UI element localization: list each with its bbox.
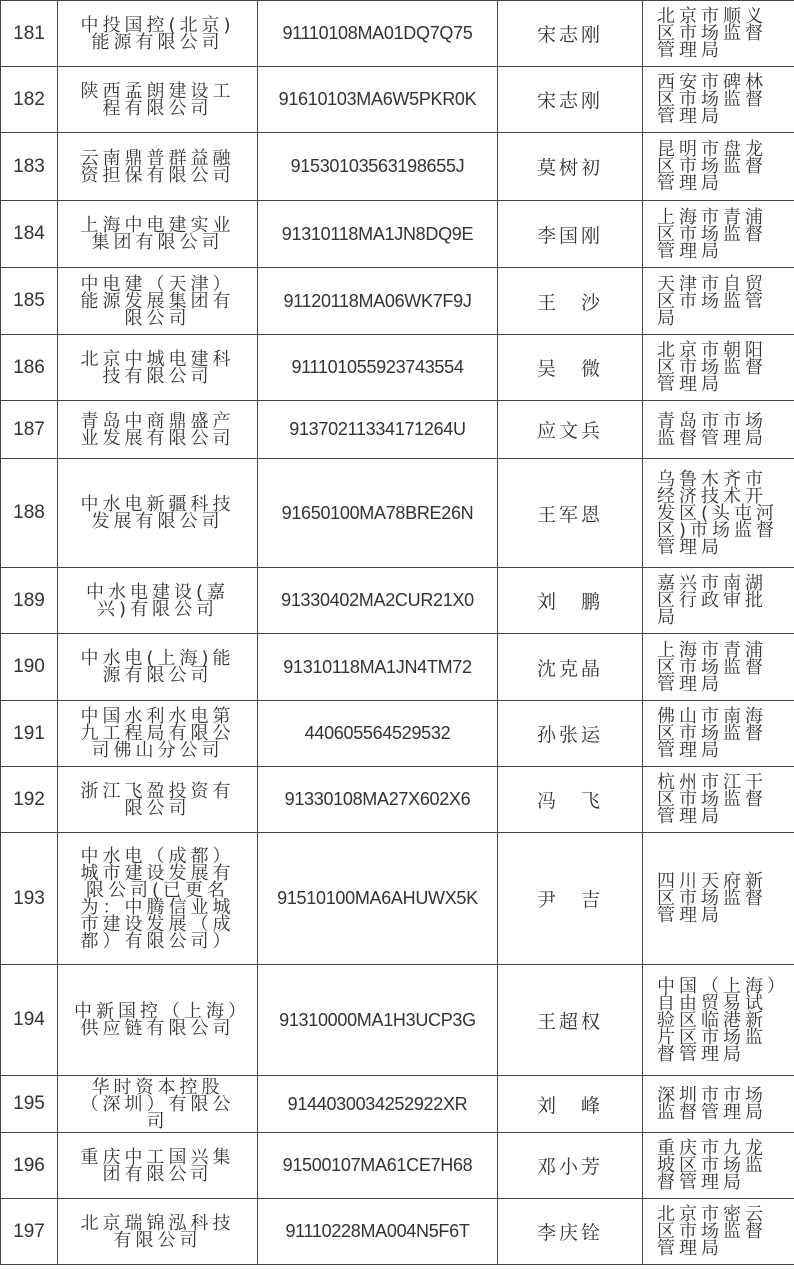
row-number: 182 xyxy=(13,88,45,110)
company-name: 中电建（天津）能源发展集团有限公司 xyxy=(80,273,235,329)
row-number: 183 xyxy=(13,155,45,177)
company-name: 中水电(上海)能源有限公司 xyxy=(80,648,235,686)
credit-code: 91650100MA78BRE26N xyxy=(281,502,474,523)
company-name: 浙江飞盈投资有限公司 xyxy=(80,780,235,819)
table-row xyxy=(1,401,794,459)
company-name-cell xyxy=(58,965,258,1076)
table-row xyxy=(1,67,794,133)
row-number-cell xyxy=(1,133,58,201)
registration-authority: 北京市朝阳区市场监督管理局 xyxy=(657,340,767,395)
row-number-cell xyxy=(1,335,58,401)
credit-code: 91330402MA2CUR21X0 xyxy=(281,590,474,610)
legal-representative-cell xyxy=(498,965,643,1076)
registration-authority: 天津市自贸区市场监管局 xyxy=(657,273,767,329)
legal-representative: 宋志刚 xyxy=(536,90,603,112)
company-name: 重庆中工国兴集团有限公司 xyxy=(80,1146,235,1185)
registration-authority-cell xyxy=(643,1199,794,1265)
credit-code-cell xyxy=(258,833,498,965)
credit-code-cell xyxy=(258,965,498,1076)
registration-authority-cell xyxy=(643,201,794,268)
legal-representative: 刘 鹏 xyxy=(536,591,603,613)
company-name-cell xyxy=(58,401,258,459)
legal-representative-cell xyxy=(498,634,643,701)
registration-authority: 中国（上海）自由贸易试验区临港新片区市场监督管理局 xyxy=(657,975,780,1065)
registration-authority-cell xyxy=(643,701,794,767)
credit-code: 91120118MA06WK7F9J xyxy=(283,290,472,311)
legal-representative-cell xyxy=(498,833,643,965)
row-number: 187 xyxy=(13,418,45,440)
row-number-cell xyxy=(1,1076,58,1133)
registration-authority: 四川天府新区市场监督管理局 xyxy=(657,871,767,926)
credit-code: 91110108MA01DQ7Q75 xyxy=(282,23,473,43)
legal-representative: 王军恩 xyxy=(536,503,603,526)
row-number-cell xyxy=(1,268,58,335)
row-number-cell xyxy=(1,201,58,268)
table-row xyxy=(1,767,794,833)
table-row xyxy=(1,459,794,568)
legal-representative-cell xyxy=(498,67,643,133)
registration-authority-cell xyxy=(643,965,794,1076)
credit-code: 91610103MA6W5PKR0K xyxy=(278,89,477,109)
registration-authority-cell xyxy=(643,568,794,634)
credit-code-cell xyxy=(258,335,498,401)
row-number: 197 xyxy=(13,1220,45,1242)
credit-code-cell xyxy=(258,268,498,335)
table-row xyxy=(1,268,794,335)
legal-representative-cell xyxy=(498,1133,643,1199)
row-number: 185 xyxy=(13,290,45,311)
registration-authority-cell xyxy=(643,268,794,335)
company-name-cell xyxy=(58,335,258,401)
table-row xyxy=(1,1076,794,1133)
credit-code-cell xyxy=(258,767,498,833)
row-number-cell xyxy=(1,459,58,568)
registration-authority: 杭州市江干区市场监督管理局 xyxy=(657,772,767,827)
row-number: 195 xyxy=(13,1093,45,1114)
company-name-cell xyxy=(58,67,258,133)
row-number: 196 xyxy=(13,1154,45,1176)
legal-representative: 王超权 xyxy=(536,1010,603,1033)
legal-representative-cell xyxy=(498,1,643,67)
credit-code-cell xyxy=(258,133,498,201)
row-number: 189 xyxy=(13,589,45,611)
company-name: 中新国控（上海）供应链有限公司 xyxy=(74,1001,241,1039)
row-number-cell xyxy=(1,401,58,459)
row-number-cell xyxy=(1,767,58,833)
row-number: 192 xyxy=(13,788,45,810)
company-name-cell xyxy=(58,1,258,67)
company-name-cell xyxy=(58,133,258,201)
legal-representative: 王 沙 xyxy=(536,291,603,314)
registration-authority: 乌鲁木齐市经济技术开发区(头屯河区)市场监督管理局 xyxy=(657,468,779,558)
company-name-cell xyxy=(58,1133,258,1199)
registration-authority: 佛山市南海区市场监督管理局 xyxy=(657,706,767,761)
legal-representative-cell xyxy=(498,335,643,401)
row-number-cell xyxy=(1,1133,58,1199)
registration-authority-cell xyxy=(643,634,794,701)
row-number-cell xyxy=(1,1,58,67)
registration-authority-cell xyxy=(643,833,794,965)
legal-representative: 刘 峰 xyxy=(536,1094,603,1117)
row-number-cell xyxy=(1,833,58,965)
company-name: 北京瑞锦泓科技有限公司 xyxy=(80,1212,235,1251)
company-name-cell xyxy=(58,568,258,634)
legal-representative: 应文兵 xyxy=(536,420,603,442)
legal-representative-cell xyxy=(498,459,643,568)
registration-authority-cell xyxy=(643,767,794,833)
table-row xyxy=(1,833,794,965)
row-number: 188 xyxy=(13,502,45,523)
company-name: 中水电建设(嘉兴)有限公司 xyxy=(85,581,230,620)
credit-code-cell xyxy=(258,459,498,568)
credit-code-cell xyxy=(258,401,498,459)
table-row xyxy=(1,634,794,701)
company-name: 云南鼎普群益融资担保有限公司 xyxy=(80,147,235,186)
table-row xyxy=(1,1,794,67)
table-body xyxy=(1,1,794,1265)
table-row xyxy=(1,965,794,1076)
row-number: 184 xyxy=(13,223,45,244)
credit-code-cell xyxy=(258,568,498,634)
company-name-cell xyxy=(58,268,258,335)
company-name: 北京中城电建科技有限公司 xyxy=(80,348,235,387)
table-row xyxy=(1,335,794,401)
row-number-cell xyxy=(1,634,58,701)
legal-representative: 李国刚 xyxy=(536,224,603,247)
registration-authority: 深圳市市场监督管理局 xyxy=(657,1085,767,1123)
row-number-cell xyxy=(1,1199,58,1265)
credit-code-cell xyxy=(258,67,498,133)
company-name-cell xyxy=(58,767,258,833)
legal-representative: 沈克晶 xyxy=(536,657,603,680)
credit-code: 440605564529532 xyxy=(304,723,451,743)
legal-representative-cell xyxy=(498,568,643,634)
row-number: 194 xyxy=(13,1009,45,1030)
registration-authority-cell xyxy=(643,133,794,201)
legal-representative: 冯 飞 xyxy=(536,790,603,812)
legal-representative: 孙张运 xyxy=(536,724,603,746)
legal-representative-cell xyxy=(498,133,643,201)
legal-representative: 邓小芳 xyxy=(536,1156,603,1178)
registration-authority: 西安市碑林区市场监督管理局 xyxy=(657,72,767,127)
table-row xyxy=(1,1133,794,1199)
registration-authority-cell xyxy=(643,67,794,133)
row-number: 181 xyxy=(13,22,45,44)
table-row xyxy=(1,568,794,634)
registration-authority-cell xyxy=(643,1,794,67)
legal-representative: 莫树初 xyxy=(536,157,603,179)
registration-authority: 嘉兴市南湖区行政审批局 xyxy=(657,573,767,628)
credit-code-cell xyxy=(258,201,498,268)
legal-representative-cell xyxy=(498,201,643,268)
table-row xyxy=(1,1199,794,1265)
credit-code: 91370211334171264U xyxy=(289,419,466,439)
company-name: 陕西孟朗建设工程有限公司 xyxy=(80,80,235,119)
legal-representative-cell xyxy=(498,701,643,767)
row-number-cell xyxy=(1,568,58,634)
legal-representative-cell xyxy=(498,268,643,335)
credit-code-cell xyxy=(258,634,498,701)
registration-authority-cell xyxy=(643,459,794,568)
registration-authority: 昆明市盘龙区市场监督管理局 xyxy=(657,139,767,194)
credit-code-cell xyxy=(258,1133,498,1199)
registration-authority: 上海市青浦区市场监督管理局 xyxy=(657,206,767,262)
row-number: 193 xyxy=(13,887,45,909)
company-name: 中水电（成都）城市建设发展有限公司(已更名为：中腾信业城市建设发展（成都）有限公司） xyxy=(80,845,235,952)
credit-code: 91110228MA004N5F6T xyxy=(285,1221,470,1241)
company-name: 上海中电建实业集团有限公司 xyxy=(80,215,235,253)
table-row xyxy=(1,701,794,767)
row-number: 186 xyxy=(13,356,45,378)
company-name: 华时资本控股（深圳）有限公司 xyxy=(80,1076,235,1132)
company-name-cell xyxy=(58,701,258,767)
company-name-cell xyxy=(58,1076,258,1133)
credit-code-cell xyxy=(258,1076,498,1133)
row-number-cell xyxy=(1,965,58,1076)
company-name-cell xyxy=(58,1199,258,1265)
credit-code-cell xyxy=(258,1199,498,1265)
company-name: 中国水利水电第九工程局有限公司佛山分公司 xyxy=(80,706,235,761)
registration-authority: 北京市顺义区市场监督管理局 xyxy=(657,6,767,61)
row-number-cell xyxy=(1,67,58,133)
credit-code: 91510100MA6AHUWX5K xyxy=(277,888,478,908)
credit-code: 915301035631986​55J xyxy=(290,156,465,176)
credit-code: 91310118MA1JN8DQ9E xyxy=(281,223,474,244)
legal-representative: 尹 吉 xyxy=(536,889,603,911)
company-name-cell xyxy=(58,459,258,568)
registration-authority-cell xyxy=(643,335,794,401)
company-name: 中投国控(北京)能源有限公司 xyxy=(80,14,235,53)
registration-authority-cell xyxy=(643,401,794,459)
credit-code-cell xyxy=(258,701,498,767)
legal-representative-cell xyxy=(498,401,643,459)
credit-code: 911101055923743554 xyxy=(291,357,464,377)
registration-authority: 青岛市市场监督管理局 xyxy=(657,410,767,449)
table-row xyxy=(1,133,794,201)
company-name-cell xyxy=(58,201,258,268)
table-row xyxy=(1,201,794,268)
credit-code: 914403003425292​2XR xyxy=(287,1093,468,1114)
row-number: 190 xyxy=(13,656,45,677)
credit-code-cell xyxy=(258,1,498,67)
credit-code: 91310118MA1JN4TM72 xyxy=(283,656,472,677)
registration-authority-cell xyxy=(643,1076,794,1133)
registration-authority-cell xyxy=(643,1133,794,1199)
legal-representative-cell xyxy=(498,1076,643,1133)
credit-code: 91310000MA1H3UCP3G xyxy=(279,1009,476,1030)
credit-code: 91500107MA61CE7H68 xyxy=(282,1155,473,1175)
legal-representative: 宋志刚 xyxy=(536,24,603,46)
registration-authority: 上海市青浦区市场监督管理局 xyxy=(657,639,767,695)
company-name: 青岛中商鼎盛产业发展有限公司 xyxy=(80,410,235,449)
company-name: 中水电新疆科技发展有限公司 xyxy=(80,494,235,532)
credit-code: 91330108MA27X602X6 xyxy=(284,789,471,809)
legal-representative: 李庆铨 xyxy=(536,1222,603,1244)
company-name-cell xyxy=(58,833,258,965)
legal-representative-cell xyxy=(498,767,643,833)
registration-authority: 北京市密云区市场监督管理局 xyxy=(657,1204,767,1259)
row-number: 191 xyxy=(13,722,45,744)
legal-representative-cell xyxy=(498,1199,643,1265)
registration-authority: 重庆市九龙坡区市场监督管理局 xyxy=(657,1138,767,1193)
company-name-cell xyxy=(58,634,258,701)
row-number-cell xyxy=(1,701,58,767)
legal-representative: 吴 微 xyxy=(536,358,603,380)
